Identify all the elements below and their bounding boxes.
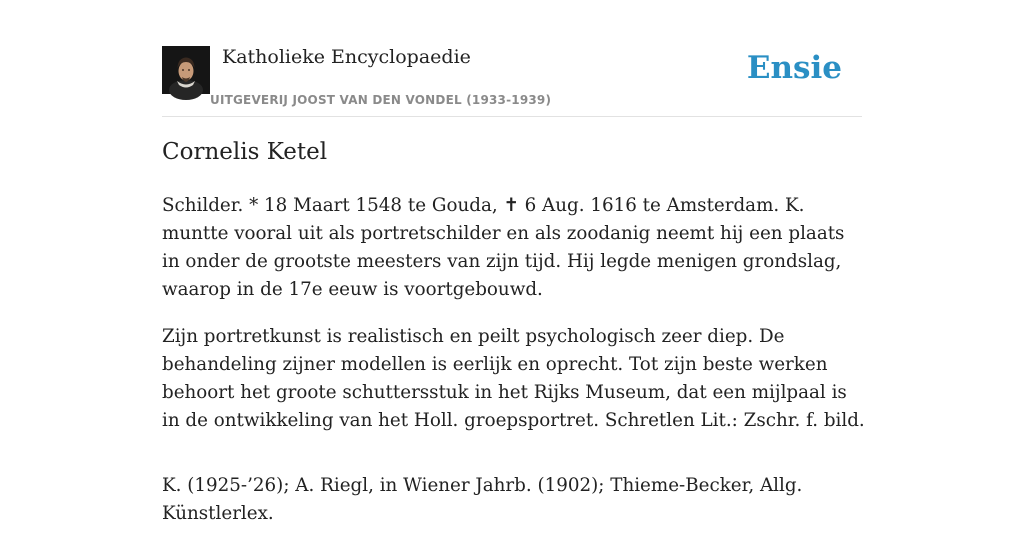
ensie-logo-link[interactable]: Ensie [746,50,842,86]
publisher-label: UITGEVERIJ JOOST VAN DEN VONDEL (1933-1939) [210,93,552,107]
page-title: Cornelis Ketel [162,139,328,165]
site-header [162,38,862,117]
article-paragraph-1: Schilder. * 18 Maart 1548 te Gouda, ✝ 6 Aug. 1616 te Amsterdam. K. muntte vooral uit als portretschilder en als zoodanig neemt hij een plaats in onder de grootste meesters van zijn tijd. Hij legde menigen grondslag, waarop in de 17e eeuw is voortgebouwd. [162,195,845,300]
literature-reference: K. (1925-’26); A. Riegl, in Wiener Jahrb. (1902); Thieme-Becker, Allg. Künstlerlex. [162,475,803,524]
site-title[interactable]: Katholieke Encyclopaedie [222,46,471,68]
portrait-icon[interactable] [162,46,210,94]
article-paragraph-2: Zijn portretkunst is realistisch en peilt psychologisch zeer diep. De behandeling zijner modellen is eerlijk en oprecht. Tot zijn beste werken behoort het groote schuttersstuk in het Rijks Museum, dat een mijlpaal is in de ontwikkeling van het Holl. groepsportret. Schretlen Lit.: Zschr. f. bild. [162,326,865,431]
article-body [162,192,867,547]
